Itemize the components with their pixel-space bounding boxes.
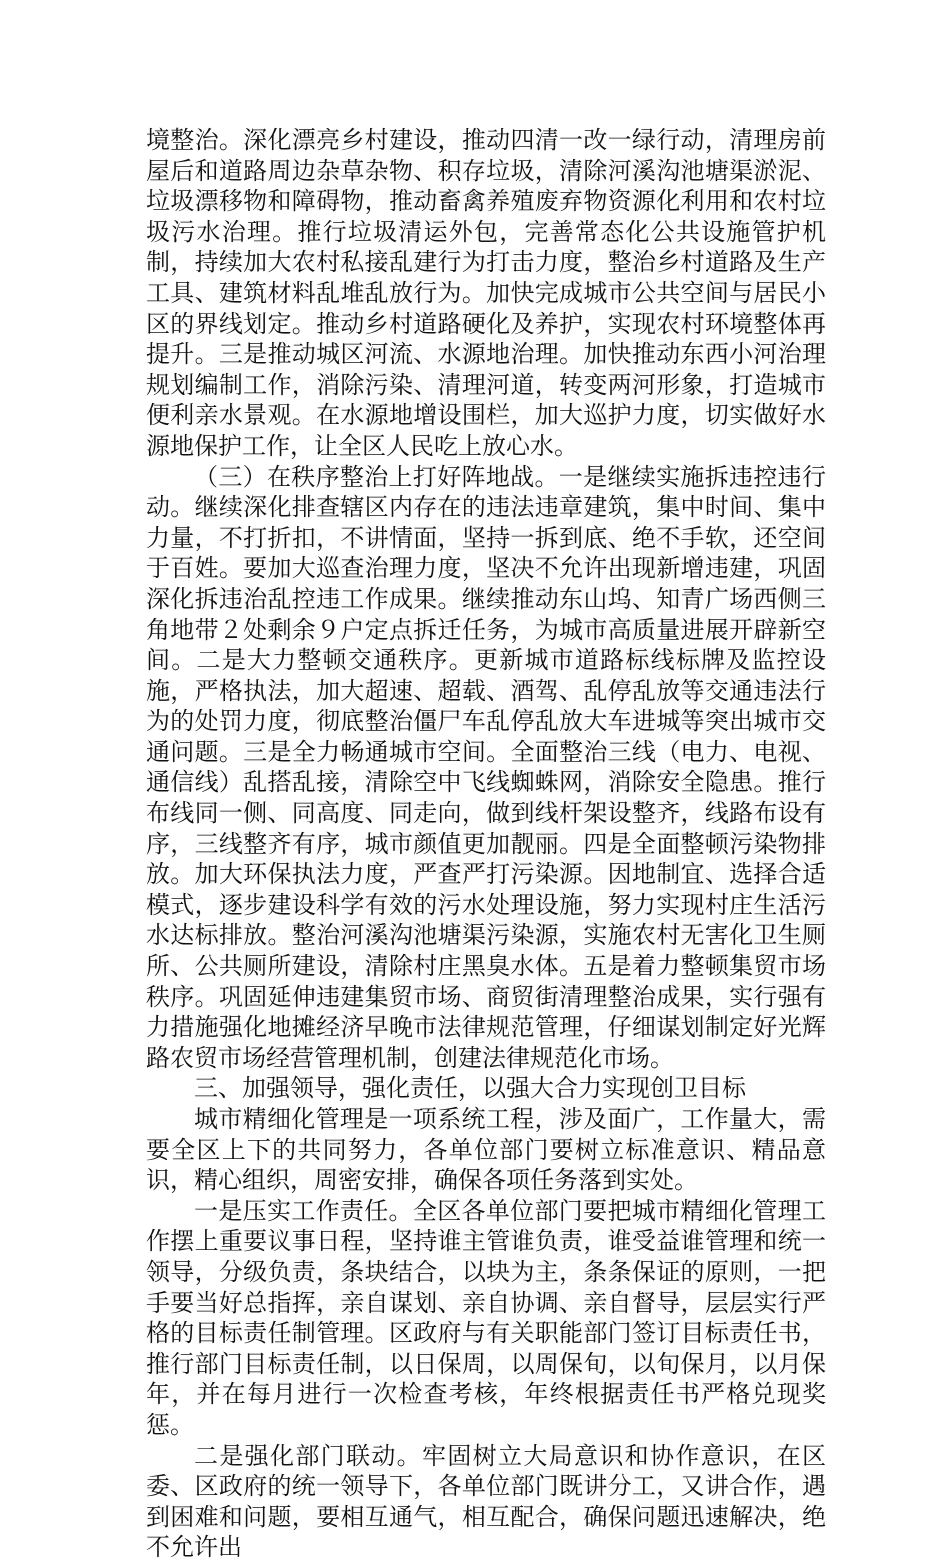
paragraph-environment-cleanup: 境整治。深化漂亮乡村建设，推动四清一改一绿行动，清理房前屋后和道路周边杂草杂物、积存垃圾，清除河溪沟池塘渠淤泥、垃圾漂移物和障碍物，推动畜禽养殖废弃物资源化利用和农村垃圾污水治理。推行垃圾清运外包，完善常态化公共设施管护机制，持续加大农村私接乱建行为打击力度，整治乡村道路及生产工具、建筑材料乱堆乱放行为。加快完成城市公共空间与居民小区的界线划定。推动乡村道路硬化及养护，实现农村环境整体再提升。三是推动城区河流、水源地治理。加快推动东西小河治理规划编制工作，消除污染、清理河道，转变两河形象，打造城市便利亲水景观。在水源地增设围栏，加大巡护力度，切实做好水源地保护工作，让全区人民吃上放心水。 [146,126,826,460]
paragraph-system-engineering: 城市精细化管理是一项系统工程，涉及面广，工作量大，需要全区上下的共同努力，各单位部门要树立标准意识、精品意识，精心组织，周密安排，确保各项任务落到实处。 [146,1105,826,1195]
document-body [146,125,826,1563]
section-heading-leadership: 三、加强领导，强化责任，以强大合力实现创卫目标 [194,1074,746,1103]
paragraph-order-rectification: （三）在秩序整治上打好阵地战。一是继续实施拆违控违行动。继续深化排查辖区内存在的违法违章建筑，集中时间、集中力量，不打折扣，不讲情面，坚持一拆到底、绝不手软，还空间于百姓。要加大巡查治理力度，坚决不允许出现新增违建，巩固深化拆违治乱控违工作成果。继续推动东山坞、知青广场西侧三角地带２处剩余９户定点拆迁任务，为城市高质量进展开辟新空间。二是大力整顿交通秩序。更新城市道路标线标牌及监控设施，严格执法，加大超速、超载、酒驾、乱停乱放等交通违法行为的处罚力度，彻底整治僵尸车乱停乱放大车进城等突出城市交通问题。三是全力畅通城市空间。全面整治三线（电力、电视、通信线）乱搭乱接，清除空中飞线蜘蛛网，消除安全隐患。推行布线同一侧、同高度、同走向，做到线杆架设整齐，线路布设有序，三线整齐有序，城市颜值更加靓丽。四是全面整顿污染物排放。加大环保执法力度，严查严打污染源。因地制宜、选择合适模式，逐步建设科学有效的污水处理设施，努力实现村庄生活污水达标排放。整治河溪沟池塘渠污染源，实施农村无害化卫生厕所、公共厕所建设，清除村庄黑臭水体。五是着力整顿集贸市场秩序。巩固延伸违建集贸市场、商贸街清理整治成果，实行强有力措施强化地摊经济早晚市法律规范管理，仔细谋划制定好光辉路农贸市场经营管理机制，创建法律规范化市场。 [146,462,826,1072]
paragraph-department-linkage: 二是强化部门联动。牢固树立大局意识和协作意识，在区委、区政府的统一领导下，各单位部门既讲分工，又讲合作，遇到困难和问题，要相互通气，相互配合，确保问题迅速解决，绝不允许出 [146,1441,826,1562]
paragraph-work-responsibility: 一是压实工作责任。全区各单位部门要把城市精细化管理工作摆上重要议事日程，坚持谁主管谁负责，谁受益谁管理和统一领导，分级负责，条块结合，以块为主，条条保证的原则，一把手要当好总指挥，亲自谋划、亲自协调、亲自督导，层层实行严格的目标责任制管理。区政府与有关职能部门签订目标责任书，推行部门目标责任制，以日保周，以周保旬，以旬保月，以月保年，并在每月进行一次检查考核，年终根据责任书严格兑现奖惩。 [146,1196,826,1439]
